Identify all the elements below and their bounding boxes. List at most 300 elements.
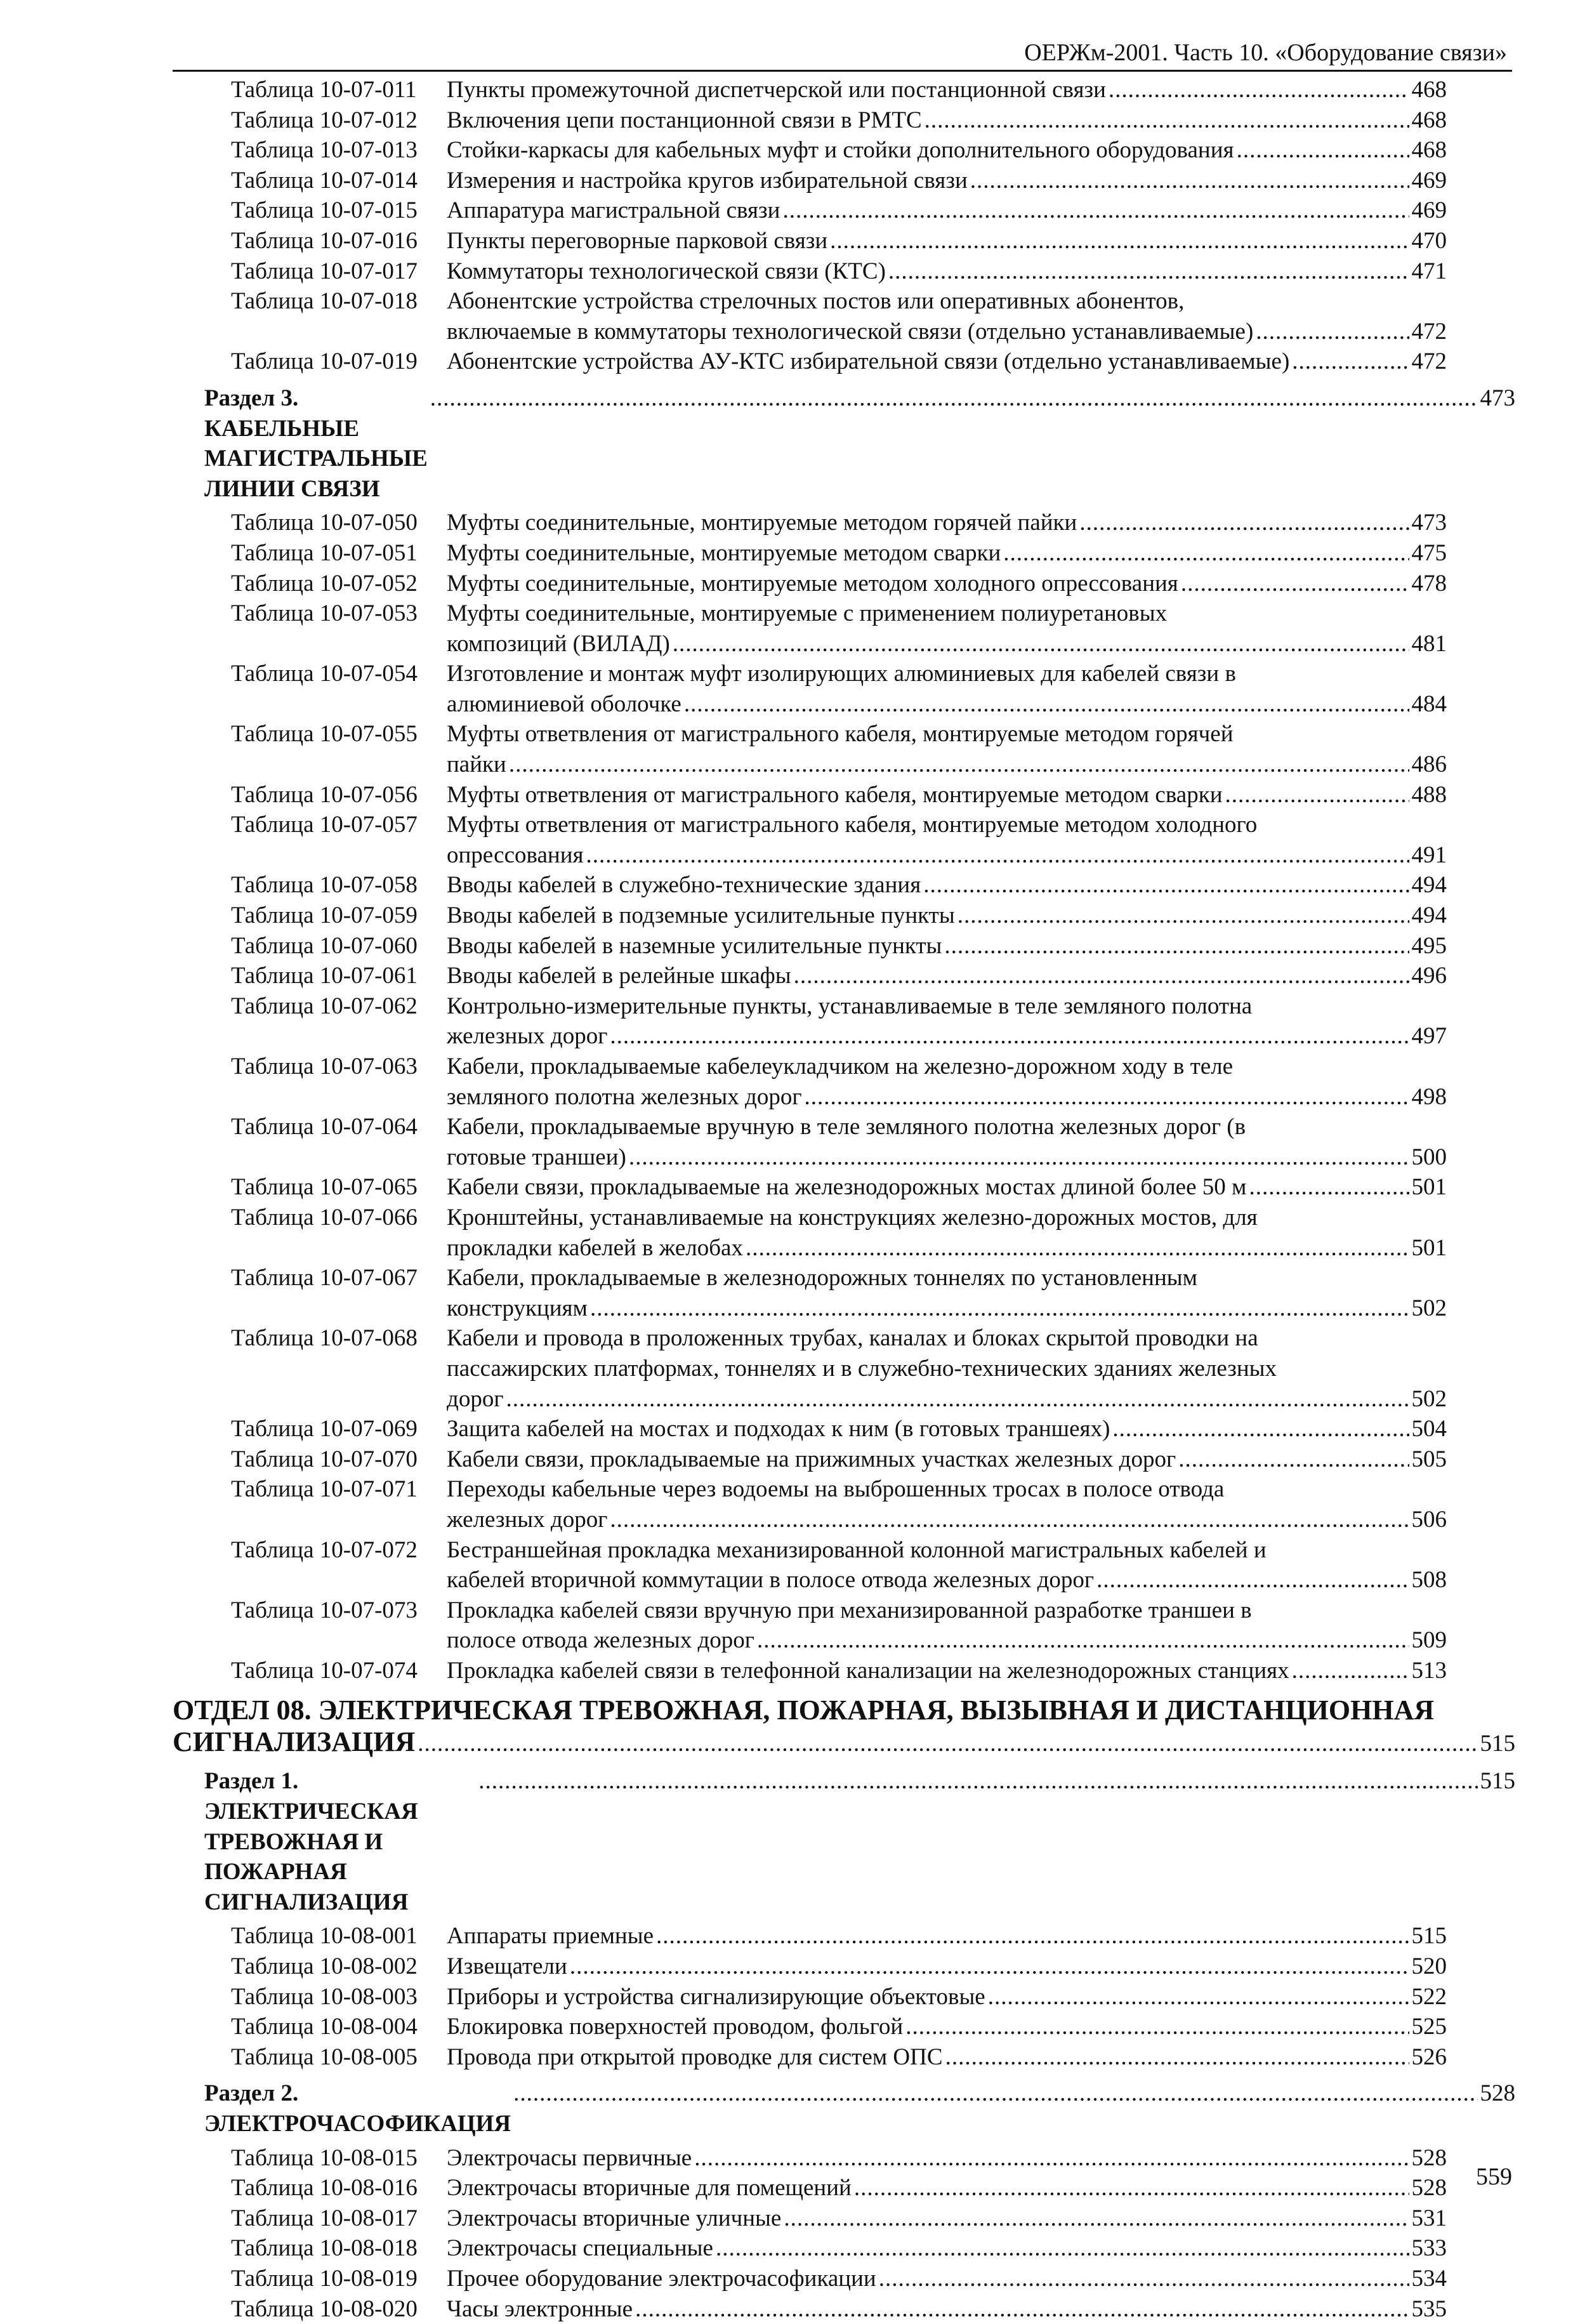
entry-title [447,1323,1447,1414]
entry-title [447,166,1447,196]
page-number: 472 [1411,318,1447,345]
entry-title [447,719,1447,779]
toc-entry[interactable] [173,961,1515,991]
page-number: 495 [1411,932,1447,959]
table-code: Таблица 10-07-056 [231,781,418,808]
entry-title-line: Кабели связи, прокладываемые на железнодорожных мостах длиной более 50 м [447,1174,1247,1201]
table-code: Таблица 10-08-017 [231,2205,418,2231]
entry-title [447,2012,1447,2042]
leader-dots [1109,75,1409,105]
table-code: Таблица 10-07-017 [231,258,418,284]
leader-dots [970,166,1409,196]
leader-dots [794,961,1409,991]
toc-entry[interactable] [173,780,1515,810]
table-code: Таблица 10-07-053 [231,600,418,627]
entry-title [447,508,1447,538]
table-code: Таблица 10-07-054 [231,661,418,687]
entry-title [447,1656,1447,1686]
leader-dots [944,931,1409,961]
entry-title [447,1052,1447,1112]
section-1-heading[interactable] [204,1766,1515,1917]
entry-title-line: Стойки-каркасы для кабельных муфт и стойки дополнительного оборудования [447,137,1234,164]
entry-title [447,1535,1447,1595]
page-number: 475 [1411,539,1447,566]
leader-dots [923,870,1409,901]
entry-title [447,105,1447,136]
entry-title [447,2203,1447,2234]
page-number: 478 [1411,570,1447,597]
page-number: 502 [1411,1295,1447,1321]
leader-dots [1225,780,1409,810]
toc-entry[interactable] [173,991,1515,1052]
page-number: 481 [1411,630,1447,657]
page-number: 491 [1411,842,1447,868]
entry-title-line: Бестраншейная прокладка механизированной колонной магистральных кабелей и [447,1536,1267,1563]
toc-entry[interactable] [173,1172,1515,1203]
leader-dots [610,1021,1409,1052]
table-code: Таблица 10-08-019 [231,2265,418,2292]
page-number: 506 [1411,1506,1447,1533]
entry-title [447,2042,1447,2073]
leader-dots [1237,135,1409,166]
table-code: Таблица 10-07-061 [231,963,418,989]
entry-title [447,195,1447,226]
leader-dots [1079,508,1409,538]
entry-title-line: Аппаратура магистральной связи [447,197,780,224]
toc-entry[interactable] [173,659,1515,719]
page-number: 488 [1411,781,1447,808]
page-number: 468 [1411,107,1447,133]
leader-dots [879,2264,1409,2294]
leader-dots [782,195,1409,226]
leader-dots [506,1384,1409,1415]
toc-entry[interactable] [173,2264,1515,2294]
leader-dots [1178,1444,1409,1475]
table-code: Таблица 10-07-071 [231,1476,418,1503]
leader-dots [905,2012,1409,2042]
footer-page-number: 559 [1476,2163,1512,2190]
leader-dots [586,840,1409,871]
entry-title [447,1595,1447,1656]
leader-dots [1256,317,1409,347]
page-number: 528 [1411,2175,1447,2202]
page-number: 473 [1480,385,1515,411]
leader-dots [629,1142,1409,1173]
entry-title-line: Аппараты приемные [447,1923,654,1950]
toc-entry[interactable] [173,1921,1515,1951]
table-code: Таблица 10-08-016 [231,2175,418,2202]
leader-dots [1112,1414,1409,1444]
toc-entry[interactable] [173,166,1515,196]
entry-title [447,2143,1447,2174]
toc-entry[interactable] [173,538,1515,569]
toc-entry[interactable] [173,810,1515,870]
page-number: 502 [1411,1385,1447,1412]
entry-title-line: Пункты переговорные парковой связи [447,227,828,254]
toc-entry[interactable] [173,1323,1515,1414]
table-code: Таблица 10-07-012 [231,107,418,133]
leader-dots [1003,538,1409,569]
page-number: 500 [1411,1144,1447,1170]
entry-title [447,598,1447,659]
leader-dots [716,2233,1409,2264]
leader-dots [590,1293,1409,1324]
entry-title [447,870,1447,901]
entry-title-line: земляного полотна железных дорог [447,1083,802,1110]
page-number: 515 [1411,1923,1447,1950]
toc-entry[interactable] [173,508,1515,538]
entry-title-line: Электрочасы первичные [447,2144,692,2171]
entry-title-line: Муфты ответвления от магистрального кабеля, монтируемые методом горячей [447,721,1234,748]
toc-entry[interactable] [173,135,1515,166]
toc-entry[interactable] [173,1263,1515,1323]
page-number: 525 [1411,2014,1447,2040]
toc-entry[interactable] [173,2012,1515,2042]
leader-dots [684,689,1409,720]
leader-dots [888,256,1409,287]
toc-entry[interactable] [173,931,1515,961]
entry-title-line: дорог [447,1385,504,1412]
leader-dots [958,901,1409,931]
table-code: Таблица 10-08-003 [231,1983,418,2010]
page-number: 505 [1411,1446,1447,1472]
entry-title-line: конструкциям [447,1295,588,1321]
entry-title [447,2173,1447,2203]
table-code: Таблица 10-07-069 [231,1416,418,1443]
leader-dots [757,1625,1409,1656]
toc-entry[interactable] [173,2203,1515,2234]
toc-entry[interactable] [173,195,1515,226]
entry-title [447,961,1447,991]
toc-entry[interactable] [173,256,1515,287]
table-code: Таблица 10-08-004 [231,2014,418,2040]
entry-title [447,1203,1447,1263]
section-title: Раздел 3. КАБЕЛЬНЫЕ МАГИСТРАЛЬНЫЕ ЛИНИИ СВЯЗИ [204,385,428,502]
entry-title-line: Включения цепи постанционной связи в РМТС [447,107,922,133]
table-code: Таблица 10-07-051 [231,539,418,566]
entry-title [447,538,1447,569]
toc-entry[interactable] [173,2143,1515,2174]
entry-title-line: готовые траншеи) [447,1144,626,1170]
entry-title-line: Кабели и провода в проложенных трубах, каналах и блоках скрытой проводки на [447,1325,1258,1352]
leader-dots [1292,1656,1409,1686]
entry-title-line: Абонентские устройства стрелочных постов или оперативных абонентов, [447,288,1185,315]
section-2-heading[interactable] [204,2078,1515,2139]
leader-dots [1292,347,1409,377]
page-number: 534 [1411,2265,1447,2292]
leader-dots [1249,1172,1409,1203]
page-number: 535 [1411,2295,1447,2322]
table-code: Таблица 10-07-063 [231,1053,418,1079]
entry-title [447,2233,1447,2264]
table-code: Таблица 10-07-067 [231,1265,418,1291]
entry-title [447,991,1447,1052]
toc-entry[interactable] [173,1982,1515,2012]
entry-title [447,2294,1447,2324]
table-code: Таблица 10-08-020 [231,2295,418,2322]
entry-title-line: Извещатели [447,1953,567,1980]
table-code: Таблица 10-07-018 [231,288,418,315]
entry-title [447,226,1447,256]
entry-title-line: Блокировка поверхностей проводом, фольгой [447,2014,904,2040]
entry-title-line: композиций (ВИЛАД) [447,630,670,657]
division-08-heading[interactable] [173,1694,1515,1760]
leader-dots [784,2203,1409,2234]
toc-entry[interactable] [173,1595,1515,1656]
entry-title-line: пайки [447,751,506,778]
table-code: Таблица 10-07-052 [231,570,418,597]
entry-title-line: Электрочасы вторичные уличные [447,2205,782,2231]
leader-dots [746,1233,1409,1264]
entry-title [447,901,1447,931]
page-number: 494 [1411,902,1447,929]
entry-title-line: Контрольно-измерительные пункты, устанавливаемые в теле земляного полотна [447,993,1253,1019]
page-header [173,37,1512,72]
page-number: 515 [1480,1731,1515,1757]
entry-title-line: Провода при открытой проводке для систем ОПС [447,2043,943,2070]
leader-dots [1181,569,1409,599]
entry-title-line: Прокладка кабелей связи вручную при механизированной разработке траншеи в [447,1597,1252,1623]
entry-title-line: Муфты ответвления от магистрального кабеля, монтируемые методом холодного [447,812,1258,838]
toc-entry[interactable] [173,347,1515,377]
toc-entry[interactable] [173,105,1515,136]
table-code: Таблица 10-08-005 [231,2043,418,2070]
toc-entry[interactable] [173,870,1515,901]
entry-title-line: кабелей вторичной коммутации в полосе отвода железных дорог [447,1567,1095,1594]
toc-entry[interactable] [173,75,1515,105]
division-title-line: СИГНАЛИЗАЦИЯ [173,1726,416,1758]
table-code: Таблица 10-07-073 [231,1597,418,1623]
entry-title-line: Переходы кабельные через водоемы на выброшенных тросах в полосе отвода [447,1476,1225,1503]
page-number: 528 [1411,2144,1447,2171]
leader-dots [610,1505,1409,1535]
leader-dots [570,1951,1409,1982]
table-code: Таблица 10-07-016 [231,227,418,254]
page-number: 526 [1411,2043,1447,2070]
entry-title-line: Часы электронные [447,2295,633,2322]
page-number: 497 [1411,1023,1447,1050]
toc-entry[interactable] [173,226,1515,256]
page-number: 496 [1411,963,1447,989]
toc-entry[interactable] [173,1112,1515,1172]
page-number: 520 [1411,1953,1447,1980]
header-title: ОЕРЖм-2001. Часть 10. «Оборудование связи» [1024,39,1507,66]
table-code: Таблица 10-07-074 [231,1657,418,1684]
toc-entry[interactable] [173,1951,1515,1982]
toc-entry[interactable] [173,286,1515,347]
entry-title-line: Электрочасы вторичные для помещений [447,2175,852,2202]
entry-title-line: Прочее оборудование электрочасофикации [447,2265,876,2292]
entry-title [447,286,1447,347]
toc-group-c [173,1921,1515,2072]
toc-entry[interactable] [173,2042,1515,2073]
entry-title [447,1921,1447,1951]
toc-entry[interactable] [173,1444,1515,1475]
page-number: 501 [1411,1174,1447,1201]
toc-entry[interactable] [173,1474,1515,1535]
entry-title-line: полосе отвода железных дорог [447,1627,754,1654]
page-number: 494 [1411,872,1447,899]
leader-dots [635,2294,1409,2324]
leader-dots [1096,1565,1409,1595]
entry-title-line: прокладки кабелей в желобах [447,1234,743,1261]
leader-dots [854,2173,1409,2203]
leader-dots [513,2078,1477,2109]
toc-entry[interactable] [173,2233,1515,2264]
page-number: 498 [1411,1083,1447,1110]
entry-title-line: Коммутаторы технологической связи (КТС) [447,258,886,284]
toc-entry[interactable] [173,2294,1515,2324]
section-title: Раздел 2. ЭЛЕКТРОЧАСОФИКАЦИЯ [204,2080,511,2137]
page-number: 468 [1411,77,1447,103]
toc-entry[interactable] [173,719,1515,779]
entry-title-line: Прокладка кабелей связи в телефонной канализации на железнодорожных станциях [447,1657,1289,1684]
table-code: Таблица 10-08-002 [231,1953,418,1980]
page-number: 504 [1411,1416,1447,1443]
page-number: 531 [1411,2205,1447,2231]
page-number: 508 [1411,1567,1447,1594]
section-title: Раздел 1. ЭЛЕКТРИЧЕСКАЯ ТРЕВОЖНАЯ И ПОЖАРНАЯ СИГНАЛИЗАЦИЯ [204,1768,418,1915]
table-code: Таблица 10-08-015 [231,2144,418,2171]
entry-title-line: включаемые в коммутаторы технологической связи (отдельно устанавливаемые) [447,318,1254,345]
toc-entry[interactable] [173,1052,1515,1112]
toc-entry[interactable] [173,569,1515,599]
entry-title-line: Муфты ответвления от магистрального кабеля, монтируемые методом сварки [447,781,1223,808]
entry-title-line: Абонентские устройства АУ-КТС избирательной связи (отдельно устанавливаемые) [447,348,1290,375]
table-of-contents [173,75,1515,2324]
toc-group-d [173,2143,1515,2324]
page-number: 473 [1411,510,1447,536]
toc-entry[interactable] [173,1414,1515,1444]
leader-dots [673,629,1409,659]
entry-title [447,2264,1447,2294]
page-number: 515 [1480,1768,1515,1795]
page-number: 484 [1411,690,1447,717]
section-3-heading[interactable] [204,383,1515,504]
page-number: 471 [1411,258,1447,284]
entry-title-line: железных дорог [447,1506,608,1533]
entry-title [447,1951,1447,1982]
entry-title [447,1444,1447,1475]
page-number: 509 [1411,1627,1447,1654]
page-number: 472 [1411,348,1447,375]
table-code: Таблица 10-08-018 [231,2235,418,2262]
entry-title [447,1982,1447,2012]
leader-dots [509,749,1409,780]
toc-entry[interactable] [173,901,1515,931]
entry-title-line: Кабели, прокладываемые вручную в теле земляного полотна железных дорог (в [447,1114,1246,1140]
table-code: Таблица 10-07-059 [231,902,418,929]
entry-title-line: Кабели связи, прокладываемые на прижимных участках железных дорог [447,1446,1176,1472]
table-code: Таблица 10-08-001 [231,1923,418,1950]
table-code: Таблица 10-07-064 [231,1114,418,1140]
entry-title [447,1414,1447,1444]
entry-title [447,569,1447,599]
entry-title [447,1112,1447,1172]
page-number: 486 [1411,751,1447,778]
leader-dots [988,1982,1409,2012]
entry-title-line: Пункты промежуточной диспетчерской или постанционной связи [447,77,1106,103]
entry-title-line: Измерения и настройка кругов избирательной связи [447,167,968,194]
entry-title-line: Электрочасы специальные [447,2235,713,2262]
entry-title-line: опрессования [447,842,584,868]
entry-title-line: Изготовление и монтаж муфт изолирующих алюминиевых для кабелей связи в [447,661,1236,687]
page-number: 469 [1411,197,1447,224]
table-code: Таблица 10-07-050 [231,510,418,536]
table-code: Таблица 10-07-019 [231,348,418,375]
toc-group-a [173,75,1515,377]
toc-entry[interactable] [173,1203,1515,1263]
toc-entry[interactable] [173,1535,1515,1595]
table-code: Таблица 10-07-013 [231,137,418,164]
division-title-line: ОТДЕЛ 08. ЭЛЕКТРИЧЕСКАЯ ТРЕВОЖНАЯ, ПОЖАРНАЯ, ВЫЗЫВНАЯ И ДИСТАНЦИОННАЯ [173,1694,1435,1726]
entry-title-line: пассажирских платформах, тоннелях и в служебно-технических зданиях железных [447,1355,1277,1382]
leader-dots [656,1921,1409,1951]
table-code: Таблица 10-07-014 [231,167,418,194]
page-number: 468 [1411,137,1447,164]
entry-title-line: Приборы и устройства сигнализирующие объектовые [447,1983,985,2010]
leader-dots [830,226,1409,256]
entry-title-line: Муфты соединительные, монтируемые методом горячей пайки [447,510,1077,536]
table-code: Таблица 10-07-058 [231,872,418,899]
page-number: 513 [1411,1657,1447,1684]
leader-dots [694,2143,1409,2174]
leader-dots [478,1766,1477,1797]
entry-title-line: Вводы кабелей в наземные усилительные пункты [447,932,942,959]
entry-title-line: Кабели, прокладываемые кабелеукладчиком на железно-дорожном ходу в теле [447,1053,1234,1079]
entry-title-line: алюминиевой оболочке [447,690,681,717]
leader-dots [430,383,1478,414]
entry-title-line: Кронштейны, устанавливаемые на конструкциях железно-дорожных мостов, для [447,1204,1258,1231]
entry-title-line: Муфты соединительные, монтируемые с применением полиуретановых [447,600,1168,627]
entry-title [447,256,1447,287]
page-number: 533 [1411,2235,1447,2262]
entry-title [447,135,1447,166]
leader-dots [805,1082,1409,1112]
entry-title-line: Защита кабелей на мостах и подходах к ним (в готовых траншеях) [447,1416,1110,1443]
entry-title [447,659,1447,719]
entry-title [447,780,1447,810]
entry-title-line: Вводы кабелей в подземные усилительные пункты [447,902,955,929]
table-code: Таблица 10-07-065 [231,1174,418,1201]
table-code: Таблица 10-07-060 [231,932,418,959]
entry-title-line: железных дорог [447,1023,608,1050]
entry-title [447,347,1447,377]
entry-title-line: Вводы кабелей в служебно-технические здания [447,872,921,899]
table-code: Таблица 10-07-072 [231,1536,418,1563]
table-code: Таблица 10-07-015 [231,197,418,224]
page-number: 469 [1411,167,1447,194]
toc-group-b [173,508,1515,1686]
entry-title-line: Муфты соединительные, монтируемые методом холодного опрессования [447,570,1178,597]
table-code: Таблица 10-07-057 [231,812,418,838]
entry-title [447,810,1447,870]
entry-title [447,1474,1447,1535]
table-code: Таблица 10-07-055 [231,721,418,748]
page-number: 501 [1411,1234,1447,1261]
toc-entry[interactable] [173,1656,1515,1686]
table-code: Таблица 10-07-062 [231,993,418,1019]
leader-dots [418,1728,1477,1760]
entry-title-line: Вводы кабелей в релейные шкафы [447,963,791,989]
entry-title [447,1172,1447,1203]
table-code: Таблица 10-07-070 [231,1446,418,1472]
toc-entry[interactable] [173,598,1515,659]
entry-title [447,75,1447,105]
entry-title-line: Муфты соединительные, монтируемые методом сварки [447,539,1001,566]
entry-title-line: Кабели, прокладываемые в железнодорожных тоннелях по установленным [447,1265,1198,1291]
toc-entry[interactable] [173,2173,1515,2203]
